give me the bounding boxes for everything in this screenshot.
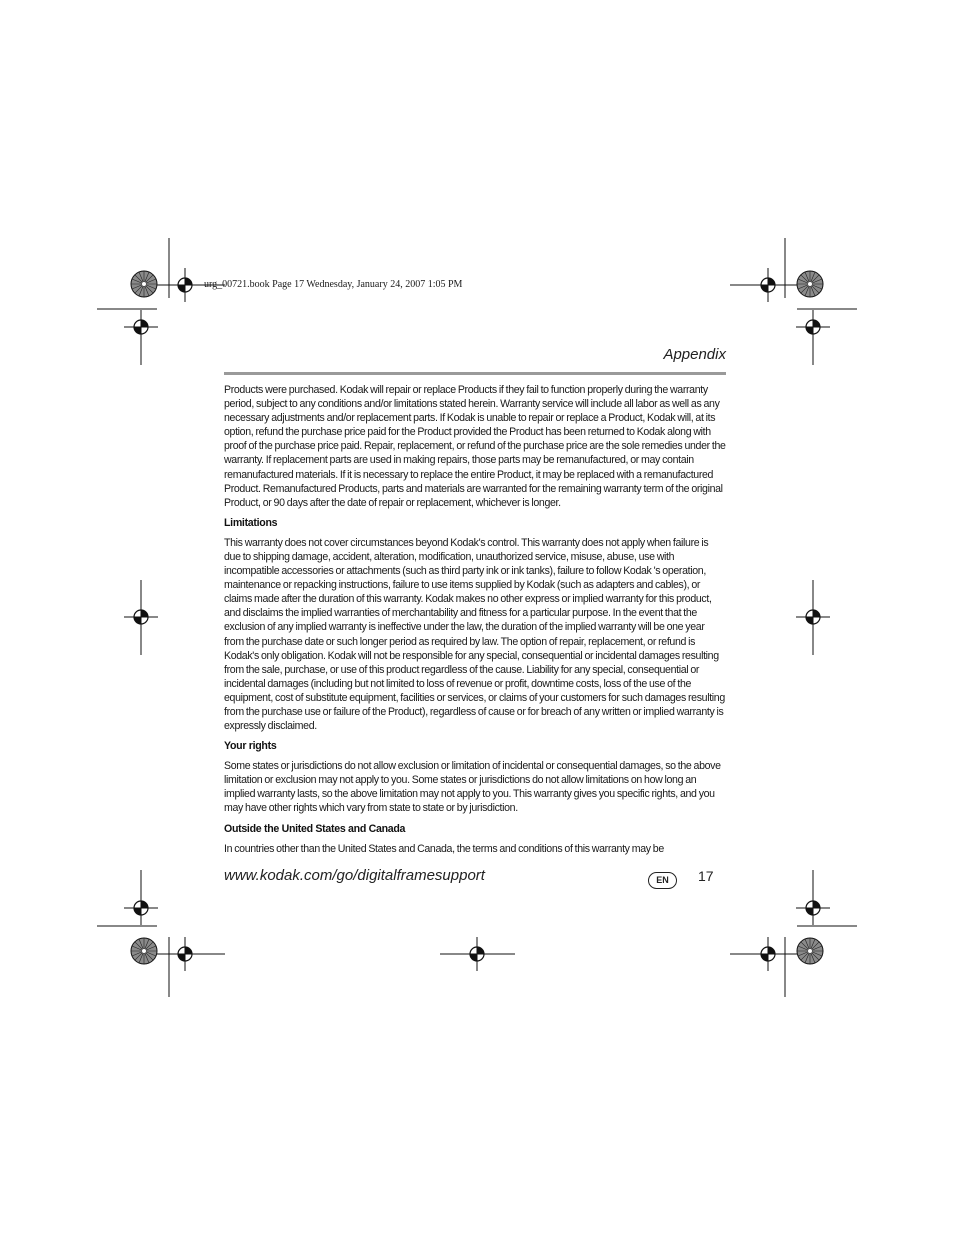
print-slug-line: urg_00721.book Page 17 Wednesday, January 24, 2007 1:05 PM: [204, 279, 463, 290]
running-head: Appendix: [663, 346, 726, 363]
language-badge: EN: [648, 872, 677, 889]
section-heading-limitations: Limitations: [224, 516, 278, 529]
intro-paragraph: Products were purchased. Kodak will repair or replace Products if they fail to function properly during the warranty period, subject to any conditions and/or limitations stated herein. Warranty service will include all labor as well as any necessary adjustments and/or replacement parts. If Kodak is unable to repair or replace a Product, Kodak will, at its option, refund the purchase price paid for the Product provided the Product has been returned to Kodak along with proof of the purchase price paid. Repair, replacement, or refund of the purchase price are the sole remedies under the warranty. If replacement parts are used in making repairs, those parts may be remanufactured, or may contain remanufactured materials. If it is necessary to replace the entire Product, it may be replaced with a remanufactured Product. Remanufactured Products, parts and materials are warranted for the remaining warranty term of the original Product, or 90 days after the date of repair or replacement, whichever is longer.: [224, 384, 726, 509]
section-body-your-rights: Some states or jurisdictions do not allow exclusion or limitation of incidental or consequential damages, so the above limitation or exclusion may not apply to you. Some states or jurisdictions do not allow limitations on how long an implied warranty lasts, so the above limitation may not apply to you. This warranty gives you specific rights, and you may have other rights which vary from state to state or by jurisdiction.: [224, 760, 721, 815]
section-heading-your-rights: Your rights: [224, 740, 277, 753]
page-body: [224, 383, 726, 856]
section-body-outside-us-canada: In countries other than the United States and Canada, the terms and conditions of this warranty may be: [224, 842, 664, 855]
section-body-limitations: This warranty does not cover circumstances beyond Kodak's control. This warranty does not apply when failure is due to shipping damage, accident, alteration, modification, unauthorized service, misuse, abuse, use with incompatible accessories or attachments (such as third party ink or ink tanks), failure to follow Kodak 's operation, maintenance or repacking instructions, failure to use items supplied by Kodak (such as adapters and cables), or claims made after the duration of this warranty. Kodak makes no other express or implied warranty for this product, and disclaims the implied warranties of merchantability and fitness for a particular purpose. In the event that the exclusion of any implied warranty is ineffective under the law, the duration of the implied warranty will be one year from the purchase date or such longer period as required by law. The option of repair, replacement, or refund is Kodak's only obligation. Kodak will not be responsible for any special, consequential or incidental damages resulting from the sale, purchase, or use of this product regardless of the cause. Liability for any special, consequential or incidental damages (including but not limited to loss of revenue or profit, downtime costs, loss of the use of the equipment, cost of substitute equipment, facilities or services, or claims of your customers for such damages resulting from the purchase use or failure of the Product), regardless of cause or for breach of any written or implied warranty is expressly disclaimed.: [224, 536, 725, 733]
page-number: 17: [698, 868, 714, 884]
section-heading-outside-us-canada: Outside the United States and Canada: [224, 822, 406, 835]
header-rule: [224, 372, 726, 375]
support-url[interactable]: www.kodak.com/go/digitalframesupport: [224, 867, 485, 884]
